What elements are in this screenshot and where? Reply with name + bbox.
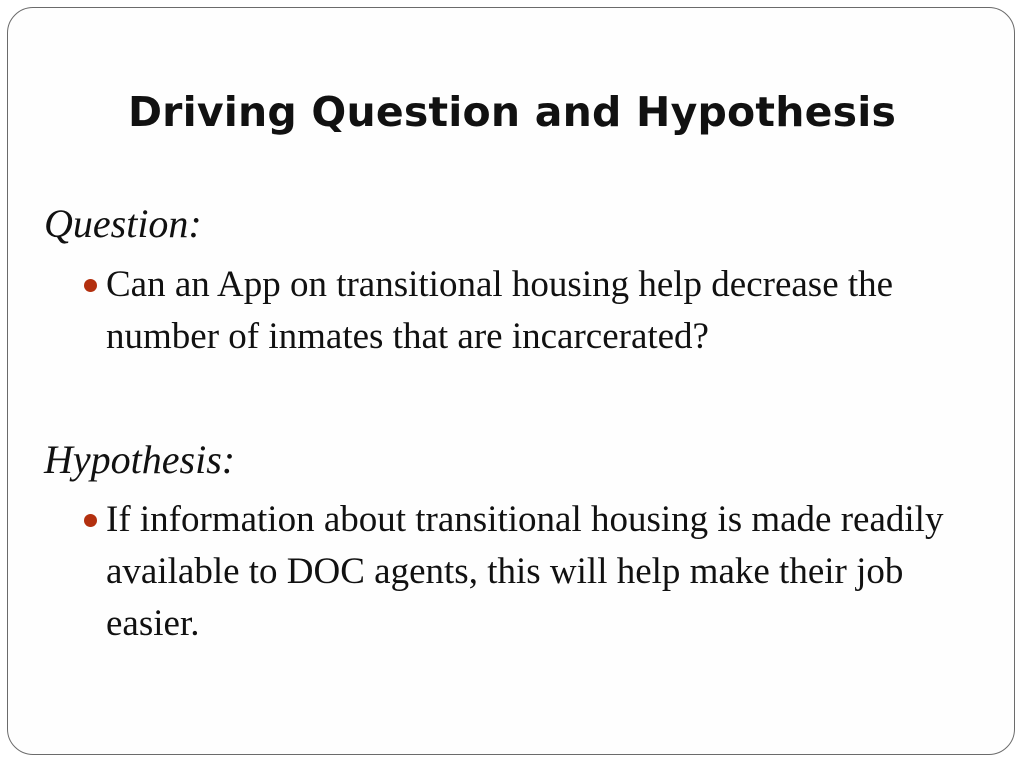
hypothesis-heading: Hypothesis:: [44, 437, 236, 482]
question-bullet: [84, 259, 1004, 363]
hypothesis-bullet: [84, 494, 1004, 650]
question-heading: Question:: [44, 201, 202, 246]
hypothesis-bullet-text: If information about transitional housing is made readily available to DOC agents, this will help make their job easier.: [106, 499, 944, 644]
bullet-dot-icon: [84, 279, 97, 292]
question-bullet-text: Can an App on transitional housing help decrease the number of inmates that are incarcerated?: [106, 264, 894, 357]
slide-title: Driving Question and Hypothesis: [127, 88, 897, 136]
bullet-dot-icon: [84, 514, 97, 527]
